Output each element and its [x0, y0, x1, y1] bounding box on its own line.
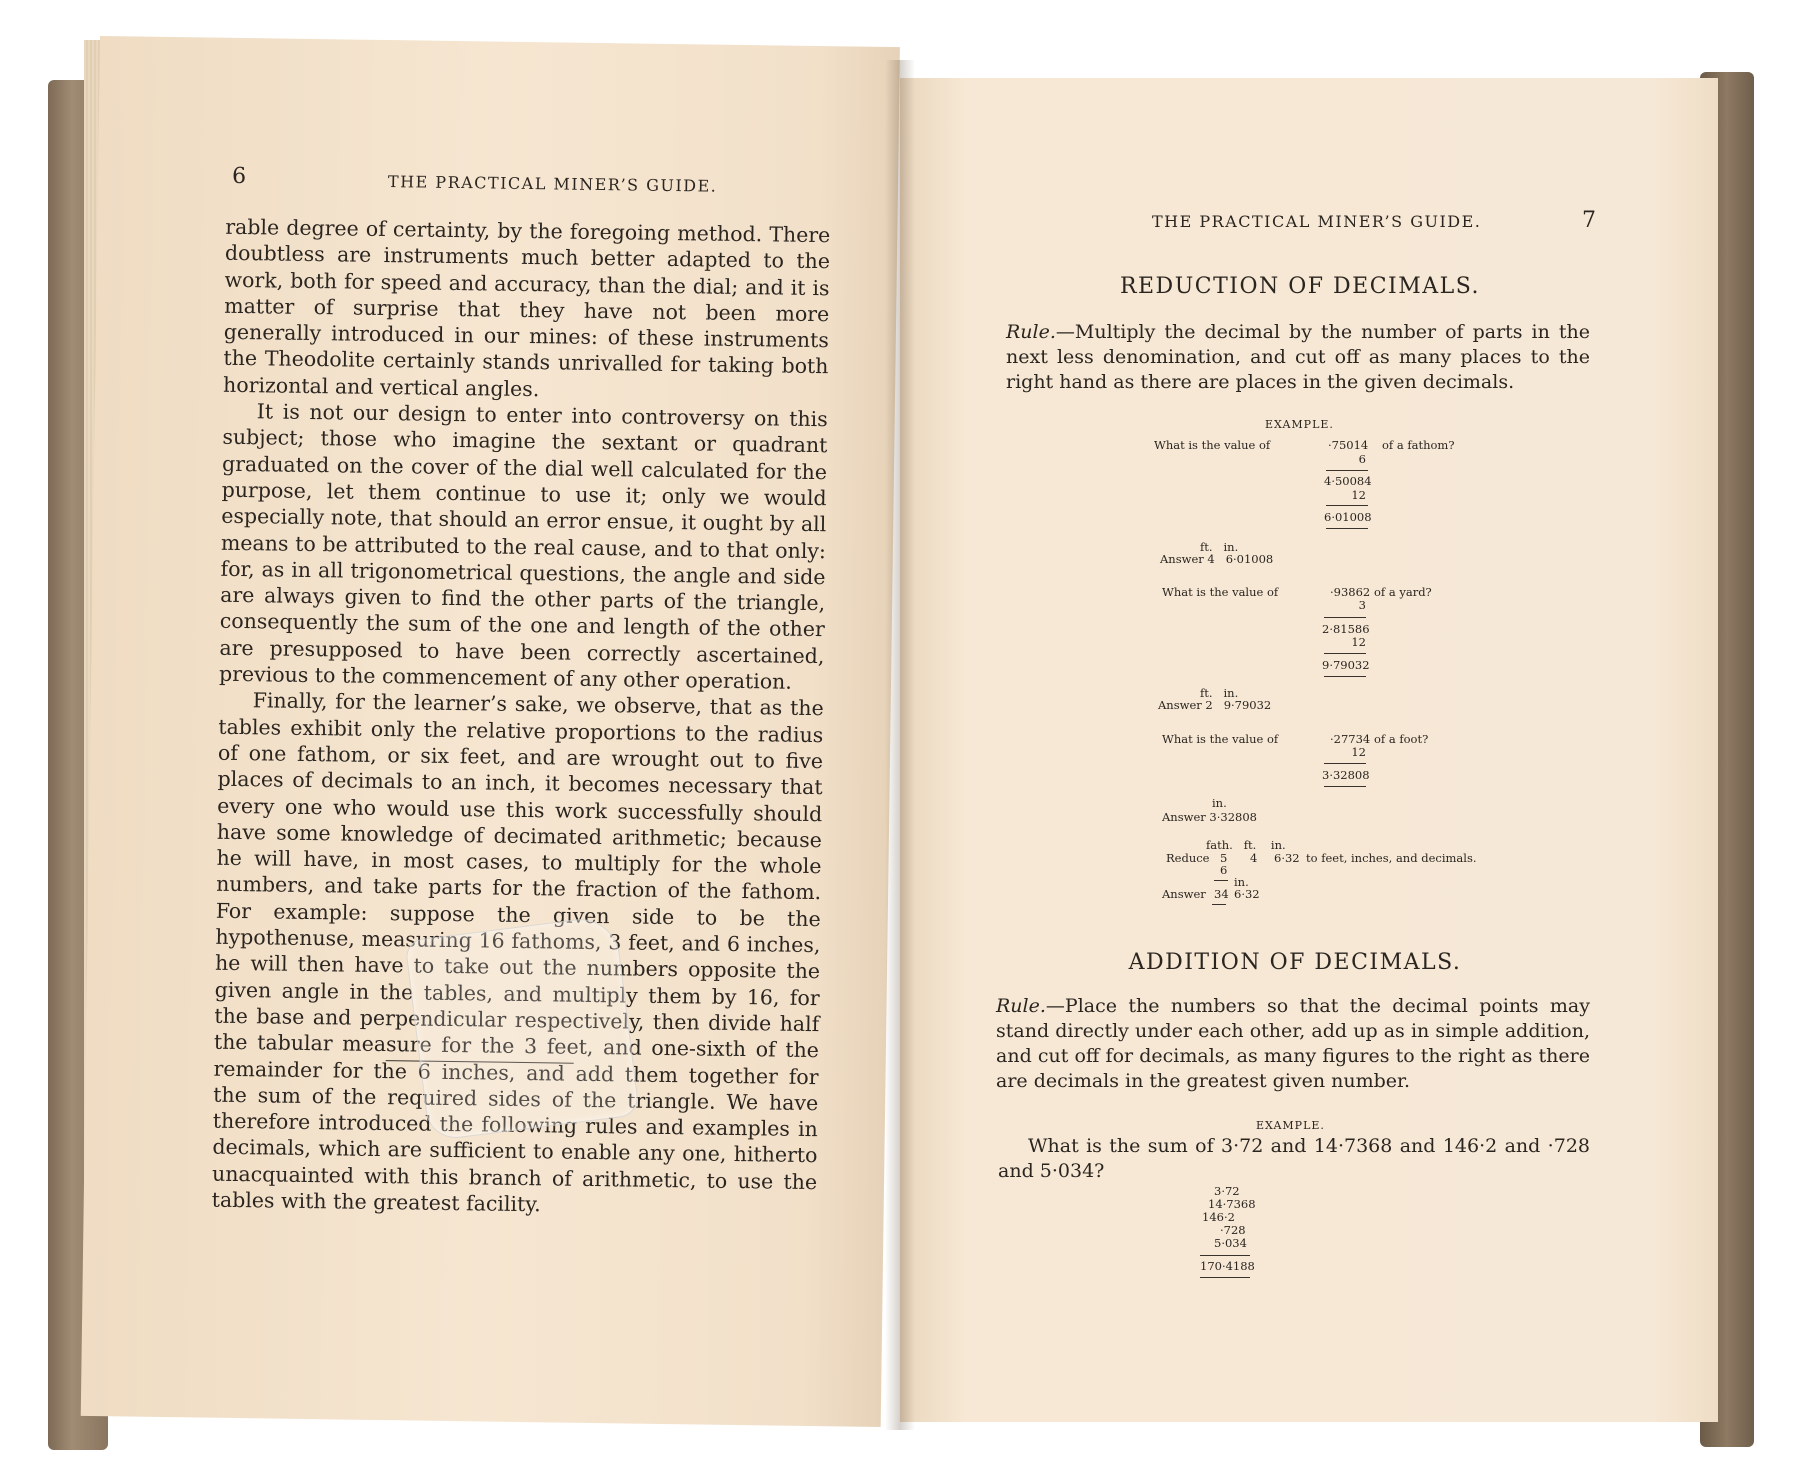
example-label-2: EXAMPLE.: [1256, 1119, 1325, 1132]
ex4-units-row: fath. ft. in.: [1206, 838, 1286, 852]
ex1-unit: of a fathom?: [1382, 438, 1455, 452]
left-page-number: 6: [231, 163, 247, 190]
ex1-result: 6·01008: [1324, 510, 1372, 524]
right-page: [900, 78, 1718, 1422]
gutter-shadow: [885, 60, 915, 1430]
ex1-ans-units: ft. in.: [1200, 540, 1239, 554]
ex4-line2: [1212, 904, 1226, 905]
ex1-question: What is the value of: [1154, 438, 1271, 452]
ex1-line1: [1326, 470, 1368, 471]
ex4-inches: 6·32: [1274, 851, 1300, 865]
reduction-rule: [1006, 320, 1590, 395]
ex4-ans-ft: 34: [1214, 887, 1229, 901]
ex4-ans-in: 6·32: [1234, 887, 1260, 901]
addend-4: ·728: [1220, 1223, 1246, 1237]
sum-line-bottom: [1200, 1277, 1250, 1278]
paragraph-3: Finally, for the learner’s sake, we observe, that as the tables exhibit only the relative proportions to the radius of one fathom, or six feet, and are wrought out to five places of decimals to an inch, it becomes necessary that every one who would use this work successfully should have some knowledge of decimated arithmetic; because he will have, in most cases, to multiply for the whole numbers, and take parts for the fraction of the fathom. For example: suppose the given side to be the hypothenuse, measuring 16 fathoms, 3 feet, and 6 inches, he will then have to take out the numbers opposite the given angle in the tables, and multiply them by 16, for the base and perpendicular respectively, then divide half the tabular measure for the 3 feet, and one-sixth of the remainder for the 6 inches, and add them together for the sum of the required sides of the triangle. We have therefore introduced the following rules and examples in decimals, which are sufficient to enable any one, hitherto unacquainted with this branch of arithmetic, to use the tables with the greatest facility.: [211, 688, 824, 1217]
ex1-value: ·75014: [1328, 438, 1369, 452]
ex2-mult1: 3: [1358, 598, 1366, 612]
ex4-ft: 4: [1250, 851, 1258, 865]
ex2-question: What is the value of: [1162, 585, 1279, 599]
ex3-ans-units: in.: [1212, 796, 1227, 810]
ex2-step1: 2·81586: [1322, 622, 1370, 636]
ex2-line2: [1324, 653, 1366, 654]
plastic-blister-overlay: [404, 915, 640, 1142]
addend-3: 146·2: [1202, 1210, 1235, 1224]
ex1-step1: 4·50084: [1324, 474, 1372, 488]
reduction-heading: REDUCTION OF DECIMALS.: [1119, 274, 1481, 299]
rule-label: Rule.: [996, 995, 1046, 1017]
ex4-reduce-label: Reduce: [1166, 851, 1210, 865]
ex2-answer: Answer 2 9·79032: [1158, 698, 1272, 712]
addition-rule: [996, 994, 1590, 1094]
ex3-result: 3·32808: [1322, 768, 1370, 782]
ex3-line1: [1324, 763, 1366, 764]
ex2-result: 9·79032: [1322, 658, 1370, 672]
ex2-mult2: 12: [1351, 635, 1366, 649]
ex3-value: ·27734: [1330, 732, 1371, 746]
ex1-mult2: 12: [1351, 488, 1366, 502]
ex1-answer: Answer 4 6·01008: [1160, 552, 1274, 566]
rule-text: —Place the numbers so that the decimal points may stand directly under each other, add up as in simple addition, and cut off for decimals, as many figures to the right as there are decimals in the greatest given number.: [996, 995, 1590, 1092]
ex3-line2: [1324, 786, 1366, 787]
ex3-answer: Answer 3·32808: [1162, 810, 1257, 824]
addition-question: What is the sum of 3·72 and 14·7368 and 146·2 and ·728 and 5·034?: [998, 1135, 1590, 1182]
ex3-question: What is the value of: [1162, 732, 1279, 746]
addend-2: 14·7368: [1208, 1197, 1256, 1211]
paragraph-2: It is not our design to enter into controversy on this subject; those who imagine the sextant or quadrant graduated on the cover of the dial well calculated for the purpose, let them continue to use it; only we would especially note, that should an error ensue, it ought by all means to be attributed to the real cause, and to that only: for, as in all trigonometrical questions, the angle and side are always given to find the other parts of the triangle, consequently the sum of the one and length of the other are presupposed to have been correctly ascertained, previous to the commencement of any other operation.: [218, 399, 828, 694]
ex2-value: ·93862: [1330, 585, 1371, 599]
sum: 170·4188: [1200, 1259, 1255, 1273]
ex4-mult: 6: [1220, 863, 1228, 877]
addend-1: 3·72: [1214, 1184, 1240, 1198]
paragraph-1: rable degree of certainty, by the foregoing method. There doubtless are instruments much better adapted to the work, both for speed and accuracy, than the dial; and it is matter of surprise that they have not been more generally introduced in our mines: of these instruments the Theodolite certainly stands unrivalled for taking both horizontal and vertical angles.: [222, 214, 831, 401]
ex1-mult1: 6: [1358, 452, 1366, 466]
ex4-ans-units: in.: [1234, 875, 1249, 889]
ex4-answer-label: Answer: [1162, 887, 1206, 901]
ex3-mult1: 12: [1351, 745, 1366, 759]
ex4-suffix: to feet, inches, and decimals.: [1306, 851, 1477, 865]
ex3-unit: of a foot?: [1374, 732, 1429, 746]
ex4-line1: [1214, 880, 1228, 881]
right-page-number: 7: [1582, 208, 1596, 233]
addition-heading: ADDITION OF DECIMALS.: [1128, 950, 1462, 975]
rule-label: Rule.: [1006, 321, 1056, 343]
addend-5: 5·034: [1214, 1236, 1247, 1250]
ex2-line1: [1324, 617, 1366, 618]
ex2-line3: [1324, 676, 1366, 677]
ex1-line2: [1326, 505, 1368, 506]
example-label: EXAMPLE.: [1265, 418, 1334, 431]
ex2-unit: of a yard?: [1374, 585, 1432, 599]
ex4-fath: 5: [1220, 851, 1228, 865]
left-page: [81, 36, 900, 1427]
rule-text: —Multiply the decimal by the number of parts in the next less denomination, and cut off as many places to the right hand as there are places in the given decimals.: [1006, 321, 1590, 393]
left-running-head: THE PRACTICAL MINER’S GUIDE.: [387, 172, 718, 196]
sum-line-top: [1200, 1255, 1250, 1256]
ex2-ans-units: ft. in.: [1200, 686, 1239, 700]
ex1-line3: [1326, 528, 1368, 529]
right-running-head: THE PRACTICAL MINER’S GUIDE.: [1152, 212, 1482, 231]
